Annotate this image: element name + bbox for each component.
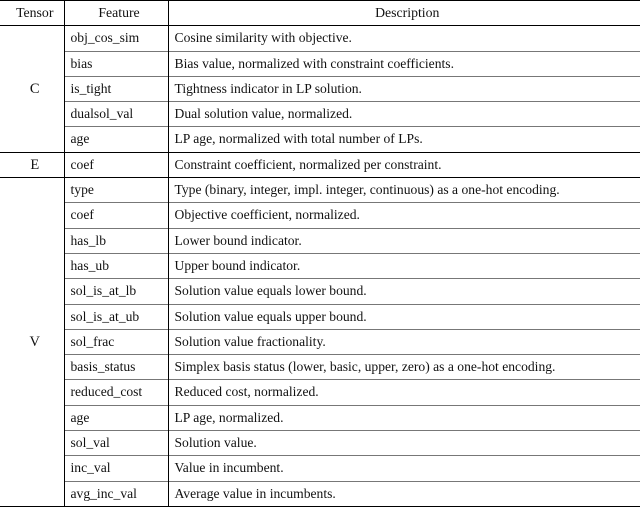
table-row: [0, 329, 640, 354]
feature-cell: sol_is_at_ub: [64, 304, 168, 329]
feature-cell: sol_is_at_lb: [64, 279, 168, 304]
description-cell: Solution value fractionality.: [174, 333, 326, 349]
feature-cell: type: [64, 178, 168, 203]
table-row: [0, 405, 640, 430]
description-cell: Type (binary, integer, impl. integer, continuous) as a one-hot encoding.: [174, 182, 560, 198]
table-row: [0, 481, 640, 506]
table-row: [0, 380, 640, 405]
header-tensor: Tensor: [0, 1, 64, 26]
feature-cell: has_lb: [64, 228, 168, 253]
description-cell: Upper bound indicator.: [174, 257, 301, 273]
table-row: [0, 228, 640, 253]
table-row: [0, 456, 640, 481]
description-cell: Lower bound indicator.: [174, 232, 302, 248]
table-row: [0, 76, 640, 101]
tensor-label: C: [0, 26, 64, 152]
tensor-label: E: [0, 152, 64, 177]
table-row: [0, 431, 640, 456]
feature-cell: sol_val: [64, 431, 168, 456]
header-feature: Feature: [64, 1, 168, 26]
description-cell: Solution value.: [174, 435, 257, 451]
table-row: [0, 152, 640, 177]
description-cell: Solution value equals lower bound.: [174, 283, 367, 299]
table-body: [0, 26, 640, 507]
feature-cell: avg_inc_val: [64, 481, 168, 506]
feature-cell: obj_cos_sim: [64, 26, 168, 51]
description-cell: Cosine similarity with objective.: [174, 30, 352, 46]
feature-cell: is_tight: [64, 76, 168, 101]
description-cell: Value in incumbent.: [174, 460, 284, 476]
table-row: [0, 102, 640, 127]
table-row: [0, 279, 640, 304]
description-cell: LP age, normalized.: [174, 409, 284, 425]
table-row: [0, 127, 640, 152]
description-cell: Average value in incumbents.: [174, 485, 336, 501]
table-row: [0, 203, 640, 228]
table-row: [0, 304, 640, 329]
description-cell: Bias value, normalized with constraint coefficients.: [174, 55, 454, 71]
feature-cell: sol_frac: [64, 329, 168, 354]
description-cell: Dual solution value, normalized.: [174, 106, 353, 122]
table-row: [0, 26, 640, 51]
description-cell: Simplex basis status (lower, basic, upper, zero) as a one-hot encoding.: [174, 359, 556, 375]
description-cell: Reduced cost, normalized.: [174, 384, 319, 400]
feature-cell: reduced_cost: [64, 380, 168, 405]
description-cell: Solution value equals upper bound.: [174, 308, 367, 324]
description-cell: Constraint coefficient, normalized per constraint.: [174, 156, 442, 172]
table-row: [0, 355, 640, 380]
feature-cell: age: [64, 127, 168, 152]
feature-cell: dualsol_val: [64, 102, 168, 127]
description-cell: Tightness indicator in LP solution.: [174, 80, 362, 96]
table-row: [0, 253, 640, 278]
feature-cell: age: [64, 405, 168, 430]
feature-cell: has_ub: [64, 253, 168, 278]
description-cell: Objective coefficient, normalized.: [174, 207, 360, 223]
table-row: [0, 178, 640, 203]
feature-cell: coef: [64, 152, 168, 177]
table-header-row: [0, 1, 640, 26]
feature-cell: bias: [64, 51, 168, 76]
feature-cell: basis_status: [64, 355, 168, 380]
tensor-label: V: [0, 178, 64, 507]
header-description: Description: [375, 5, 440, 20]
description-cell: LP age, normalized with total number of LPs.: [174, 131, 423, 147]
feature-cell: coef: [64, 203, 168, 228]
table-row: [0, 51, 640, 76]
feature-cell: inc_val: [64, 456, 168, 481]
